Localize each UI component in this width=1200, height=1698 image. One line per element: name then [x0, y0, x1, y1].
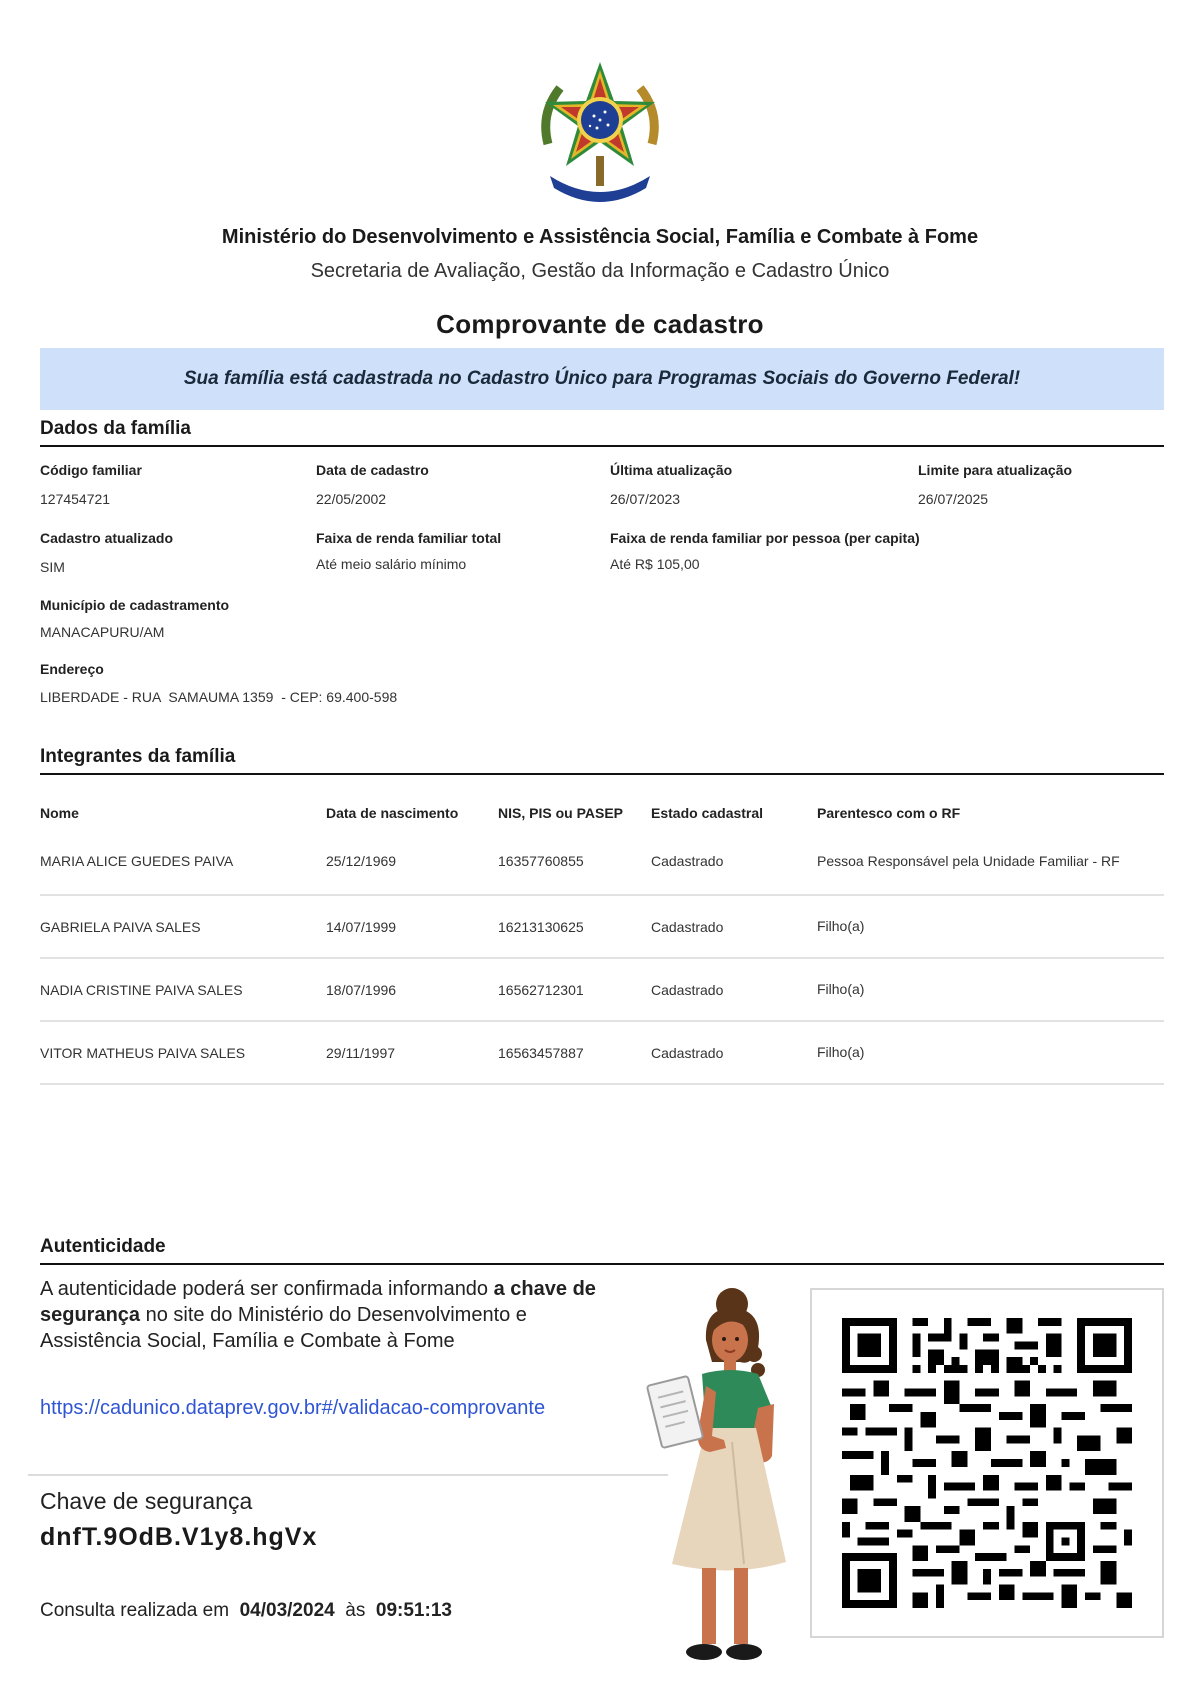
cell-nascimento: 18/07/1996	[326, 981, 397, 998]
validation-link[interactable]: https://cadunico.dataprev.gov.br#/validacao-comprovante	[40, 1397, 546, 1419]
municipio-value: MANACAPURU/AM	[40, 624, 165, 640]
cell-parentesco: Pessoa Responsável pela Unidade Familiar - RF	[817, 852, 1120, 869]
cell-nis: 16562712301	[498, 981, 584, 998]
ultima-atualizacao-label: Última atualização	[610, 462, 733, 478]
cadastro-atualizado-value: SIM	[40, 559, 65, 575]
cell-estado: Cadastrado	[651, 981, 724, 998]
authenticity-text-part2: no site do Ministério do Desenvolvimento e Assistência Social, Família e Combate à Fome	[40, 1304, 527, 1352]
cell-parentesco: Filho(a)	[817, 1044, 865, 1060]
data-cadastro-value: 22/05/2002	[316, 491, 387, 507]
ministry-name: Ministério do Desenvolvimento e Assistência Social, Família e Combate à Fome	[221, 226, 979, 248]
consulta-prefix: Consulta realizada em	[40, 1600, 230, 1621]
limite-atualizacao-value: 26/07/2025	[918, 491, 989, 507]
consulta-date: 04/03/2024	[239, 1600, 335, 1621]
endereco-value: LIBERDADE - RUA SAMAUMA 1359 - CEP: 69.400-598	[40, 689, 398, 705]
cell-parentesco: Filho(a)	[817, 981, 865, 997]
cell-nis: 16563457887	[498, 1044, 584, 1061]
col-header-parentesco: Parentesco com o RF	[817, 804, 961, 821]
faixa-renda-per-capita-label: Faixa de renda familiar por pessoa (per capita)	[610, 530, 920, 546]
cell-nome: NADIA CRISTINE PAIVA SALES	[40, 981, 243, 998]
members-section-title: Integrantes da família	[40, 746, 1164, 775]
consulta-mid: às	[345, 1600, 366, 1621]
faixa-renda-per-capita-value: Até R$ 105,00	[610, 556, 700, 572]
authenticity-section-title: Autenticidade	[40, 1236, 1164, 1265]
consulta-time: 09:51:13	[375, 1600, 452, 1621]
table-row	[40, 959, 1164, 1022]
authenticity-text-part1: A autenticidade poderá ser confirmada informando	[40, 1278, 494, 1300]
ultima-atualizacao-value: 26/07/2023	[610, 491, 681, 507]
cell-nome: VITOR MATHEUS PAIVA SALES	[40, 1044, 246, 1061]
cell-estado: Cadastrado	[651, 853, 724, 869]
cell-nome: GABRIELA PAIVA SALES	[40, 918, 201, 935]
table-row	[40, 1022, 1164, 1085]
cell-nascimento: 29/11/1997	[326, 1044, 396, 1061]
cell-estado: Cadastrado	[651, 1044, 724, 1061]
brasao-republica-icon	[530, 58, 670, 208]
woman-reading-document-icon	[640, 1282, 820, 1667]
table-row	[40, 896, 1164, 959]
cell-nome: MARIA ALICE GUEDES PAIVA	[40, 853, 234, 869]
cadastro-atualizado-label: Cadastro atualizado	[40, 530, 174, 546]
col-header-nis: NIS, PIS ou PASEP	[498, 805, 623, 821]
members-table-header	[40, 798, 1164, 828]
qr-code-icon	[839, 1318, 1135, 1608]
cell-nascimento: 25/12/1969	[326, 853, 397, 869]
municipio-label: Município de cadastramento	[40, 597, 230, 613]
data-cadastro-label: Data de cadastro	[316, 462, 429, 478]
cell-nis: 16357760855	[498, 853, 584, 869]
endereco-label: Endereço	[40, 661, 104, 677]
codigo-familiar-value: 127454721	[40, 491, 111, 507]
family-section-title: Dados da família	[40, 418, 1164, 447]
status-banner: Sua família está cadastrada no Cadastro Único para Programas Sociais do Governo Federal!	[40, 348, 1164, 410]
col-header-estado: Estado cadastral	[651, 805, 764, 821]
cell-nis: 16213130625	[498, 918, 584, 935]
table-row	[40, 828, 1164, 896]
cell-nascimento: 14/07/1999	[326, 918, 397, 935]
col-header-nome: Nome	[40, 805, 79, 821]
cell-parentesco: Filho(a)	[817, 918, 865, 934]
members-table	[40, 798, 1164, 1085]
cell-estado: Cadastrado	[651, 918, 724, 935]
faixa-renda-total-label: Faixa de renda familiar total	[316, 530, 502, 546]
codigo-familiar-label: Código familiar	[40, 462, 142, 478]
security-key-label: Chave de segurança	[40, 1488, 253, 1514]
divider	[28, 1474, 668, 1476]
page-title: Comprovante de cadastro	[436, 309, 764, 339]
consulta-timestamp	[40, 1600, 452, 1622]
col-header-nascimento: Data de nascimento	[326, 805, 459, 821]
security-key-value: dnfT.9OdB.V1y8.hgVx	[40, 1523, 318, 1551]
faixa-renda-total-value: Até meio salário mínimo	[316, 556, 467, 572]
secretaria-name: Secretaria de Avaliação, Gestão da Informação e Cadastro Único	[310, 260, 890, 282]
authenticity-text-bold: a chave de segurança	[40, 1278, 596, 1326]
limite-atualizacao-label: Limite para atualização	[918, 462, 1073, 478]
qr-code-frame	[810, 1288, 1164, 1638]
authenticity-text	[40, 1276, 600, 1354]
